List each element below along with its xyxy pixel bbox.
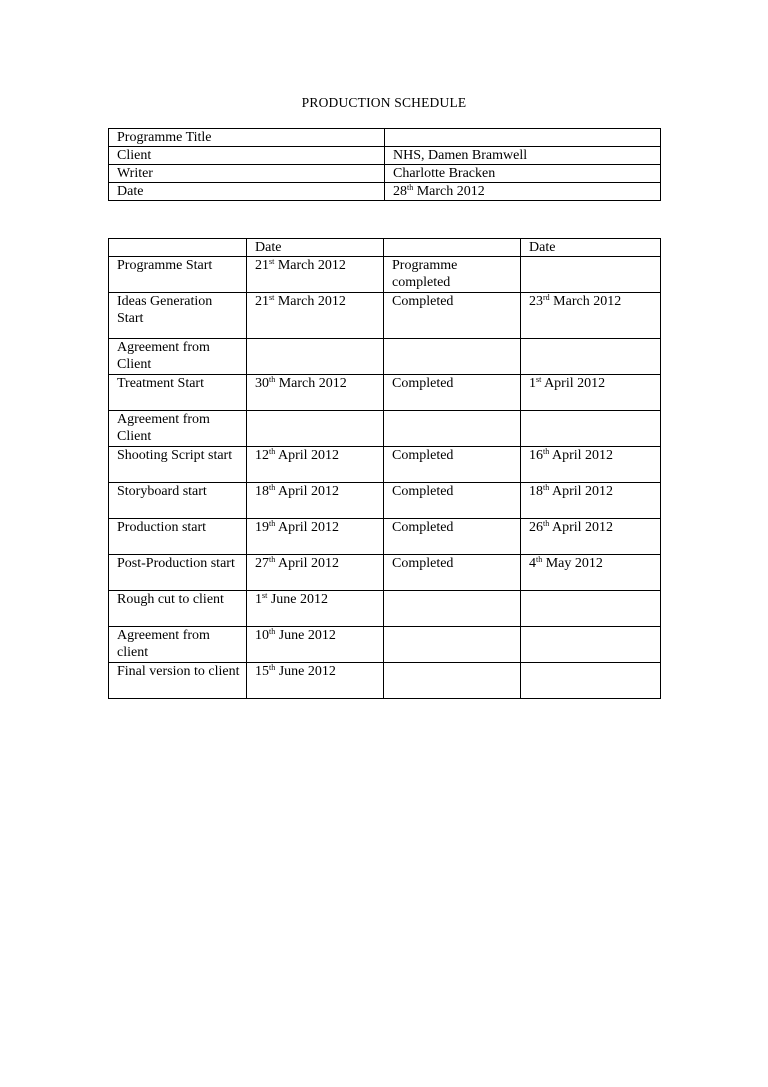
column-header-date: Date <box>247 239 384 257</box>
date-day: 10 <box>255 628 269 643</box>
table-row <box>109 129 661 147</box>
date-suffix: th <box>543 447 550 456</box>
end-date <box>521 555 661 591</box>
start-date <box>247 447 384 483</box>
date-rest: April 2012 <box>275 448 340 463</box>
status-text: Programme completed <box>384 257 521 293</box>
date-rest: March 2012 <box>274 294 346 309</box>
end-date <box>521 257 661 293</box>
date-day: 21 <box>255 258 269 273</box>
date-suffix: th <box>269 555 276 564</box>
start-date <box>247 519 384 555</box>
date-suffix: th <box>269 519 276 528</box>
date-day: 21 <box>255 294 269 309</box>
date-day: 27 <box>255 556 269 571</box>
programme-info-table <box>108 128 661 201</box>
status-text <box>384 411 521 447</box>
info-value: Charlotte Bracken <box>385 165 661 183</box>
task-name: Storyboard start <box>109 483 247 519</box>
date-suffix: th <box>543 519 550 528</box>
info-value <box>385 183 661 201</box>
task-name: Programme Start <box>109 257 247 293</box>
schedule-table <box>108 238 661 699</box>
date-day: 18 <box>255 484 269 499</box>
date-rest: April 2012 <box>549 520 614 535</box>
end-date <box>521 339 661 375</box>
info-label: Writer <box>109 165 385 183</box>
date-suffix: th <box>407 183 414 192</box>
date-day: 1 <box>255 592 262 607</box>
date-suffix: st <box>269 293 275 302</box>
table-row <box>109 663 661 699</box>
start-date <box>247 339 384 375</box>
info-value: NHS, Damen Bramwell <box>385 147 661 165</box>
table-row <box>109 555 661 591</box>
date-rest: April 2012 <box>275 556 340 571</box>
date-rest: April 2012 <box>275 484 340 499</box>
date-rest: March 2012 <box>274 258 346 273</box>
page-title: PRODUCTION SCHEDULE <box>301 95 467 110</box>
date-day: 23 <box>529 294 543 309</box>
table-row <box>109 591 661 627</box>
date-day: 28 <box>393 184 407 199</box>
date-rest: April 2012 <box>549 484 614 499</box>
task-name: Final version to client <box>109 663 247 699</box>
info-value <box>385 129 661 147</box>
task-name: Post-Production start <box>109 555 247 591</box>
task-name: Rough cut to client <box>109 591 247 627</box>
date-suffix: th <box>269 375 276 384</box>
table-row <box>109 519 661 555</box>
end-date <box>521 627 661 663</box>
column-header <box>109 239 247 257</box>
end-date <box>521 411 661 447</box>
info-label: Client <box>109 147 385 165</box>
date-rest: March 2012 <box>413 184 485 199</box>
status-text: Completed <box>384 519 521 555</box>
end-date <box>521 483 661 519</box>
start-date <box>247 411 384 447</box>
table-row <box>109 183 661 201</box>
table-row <box>109 627 661 663</box>
start-date <box>247 663 384 699</box>
task-name: Agreement from client <box>109 627 247 663</box>
status-text: Completed <box>384 555 521 591</box>
date-rest: April 2012 <box>275 520 340 535</box>
date-day: 19 <box>255 520 269 535</box>
info-label: Programme Title <box>109 129 385 147</box>
start-date <box>247 483 384 519</box>
date-suffix: th <box>269 627 276 636</box>
task-name: Treatment Start <box>109 375 247 411</box>
date-day: 16 <box>529 448 543 463</box>
date-rest: June 2012 <box>275 628 336 643</box>
date-day: 18 <box>529 484 543 499</box>
status-text: Completed <box>384 375 521 411</box>
info-label: Date <box>109 183 385 201</box>
date-rest: June 2012 <box>275 664 336 679</box>
start-date <box>247 627 384 663</box>
task-name: Ideas Generation Start <box>109 293 247 339</box>
date-day: 12 <box>255 448 269 463</box>
start-date <box>247 591 384 627</box>
end-date <box>521 375 661 411</box>
status-text <box>384 627 521 663</box>
start-date <box>247 257 384 293</box>
date-suffix: rd <box>543 293 550 302</box>
status-text: Completed <box>384 483 521 519</box>
date-suffix: th <box>269 663 276 672</box>
end-date <box>521 519 661 555</box>
date-suffix: st <box>269 257 275 266</box>
date-suffix: st <box>262 591 268 600</box>
status-text <box>384 663 521 699</box>
column-header <box>384 239 521 257</box>
date-day: 15 <box>255 664 269 679</box>
start-date <box>247 375 384 411</box>
end-date <box>521 663 661 699</box>
date-suffix: th <box>269 483 276 492</box>
date-rest: May 2012 <box>542 556 603 571</box>
table-row <box>109 165 661 183</box>
table-row <box>109 411 661 447</box>
start-date <box>247 555 384 591</box>
date-rest: April 2012 <box>549 448 614 463</box>
status-text <box>384 339 521 375</box>
date-rest: April 2012 <box>541 376 606 391</box>
end-date <box>521 293 661 339</box>
start-date <box>247 293 384 339</box>
date-day: 26 <box>529 520 543 535</box>
table-header-row <box>109 239 661 257</box>
table-row <box>109 483 661 519</box>
date-suffix: th <box>536 555 543 564</box>
date-day: 30 <box>255 376 269 391</box>
status-text: Completed <box>384 293 521 339</box>
column-header-date: Date <box>521 239 661 257</box>
table-row <box>109 339 661 375</box>
table-row <box>109 447 661 483</box>
task-name: Agreement from Client <box>109 339 247 375</box>
end-date <box>521 447 661 483</box>
table-row <box>109 257 661 293</box>
task-name: Production start <box>109 519 247 555</box>
date-suffix: st <box>536 375 542 384</box>
date-rest: March 2012 <box>275 376 347 391</box>
date-rest: March 2012 <box>549 294 622 309</box>
status-text <box>384 591 521 627</box>
task-name: Agreement from Client <box>109 411 247 447</box>
date-suffix: th <box>543 483 550 492</box>
table-row <box>109 293 661 339</box>
date-rest: June 2012 <box>267 592 329 607</box>
task-name: Shooting Script start <box>109 447 247 483</box>
date-day: 1 <box>529 376 536 391</box>
date-day: 4 <box>529 556 536 571</box>
end-date <box>521 591 661 627</box>
table-row <box>109 375 661 411</box>
date-suffix: th <box>269 447 276 456</box>
status-text: Completed <box>384 447 521 483</box>
table-row <box>109 147 661 165</box>
